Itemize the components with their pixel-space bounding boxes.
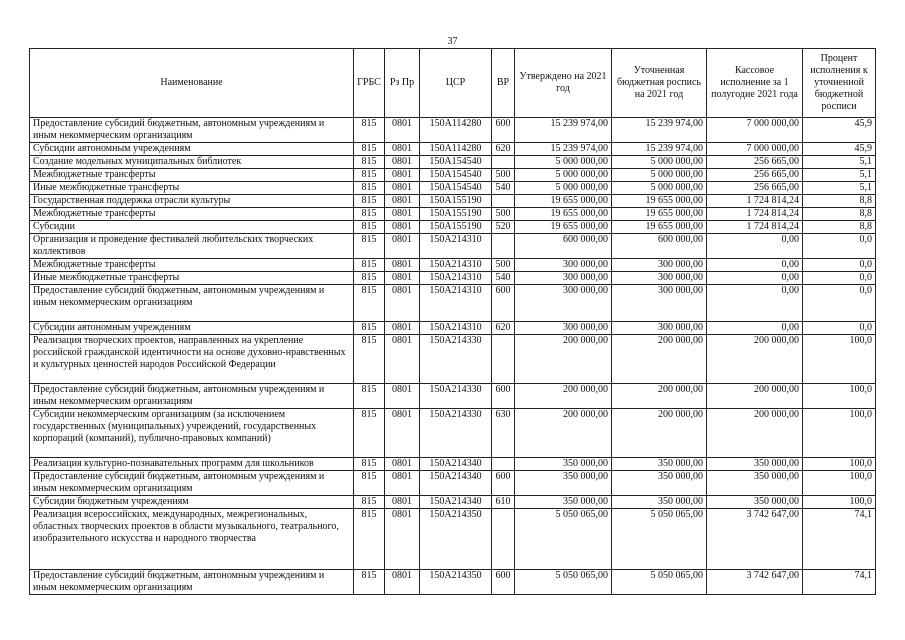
table-row bbox=[30, 234, 876, 259]
cell-name: Субсидии бюджетным учреждениям bbox=[30, 496, 354, 509]
cell-vr bbox=[492, 195, 515, 208]
cell-vr: 600 bbox=[492, 471, 515, 496]
cell-percent: 0,0 bbox=[803, 234, 876, 259]
cell-name: Межбюджетные трансферты bbox=[30, 169, 354, 182]
cell-cash: 7 000 000,00 bbox=[707, 118, 803, 143]
cell-name: Создание модельных муниципальных библиотек bbox=[30, 156, 354, 169]
cell-csr: 150A214330 bbox=[420, 409, 492, 458]
cell-csr: 150A214330 bbox=[420, 335, 492, 384]
budget-table bbox=[29, 48, 876, 595]
table-row bbox=[30, 509, 876, 570]
cell-csr: 150A155190 bbox=[420, 221, 492, 234]
cell-name: Государственная поддержка отрасли культуры bbox=[30, 195, 354, 208]
cell-refined: 350 000,00 bbox=[612, 458, 707, 471]
table-row bbox=[30, 143, 876, 156]
cell-grbs: 815 bbox=[354, 509, 385, 570]
cell-rzpr: 0801 bbox=[385, 570, 420, 595]
cell-refined: 5 050 065,00 bbox=[612, 570, 707, 595]
cell-grbs: 815 bbox=[354, 182, 385, 195]
table-row bbox=[30, 259, 876, 272]
cell-cash: 200 000,00 bbox=[707, 335, 803, 384]
cell-grbs: 815 bbox=[354, 221, 385, 234]
cell-refined: 300 000,00 bbox=[612, 272, 707, 285]
cell-approved: 5 000 000,00 bbox=[515, 169, 612, 182]
cell-approved: 350 000,00 bbox=[515, 458, 612, 471]
cell-refined: 350 000,00 bbox=[612, 471, 707, 496]
cell-csr: 150A214310 bbox=[420, 285, 492, 322]
cell-approved: 5 050 065,00 bbox=[515, 509, 612, 570]
cell-rzpr: 0801 bbox=[385, 272, 420, 285]
cell-name: Предоставление субсидий бюджетным, автономным учреждениям и иным некоммерческим организациям bbox=[30, 118, 354, 143]
cell-grbs: 815 bbox=[354, 272, 385, 285]
header-name: Наименование bbox=[30, 49, 354, 118]
cell-approved: 350 000,00 bbox=[515, 471, 612, 496]
cell-grbs: 815 bbox=[354, 285, 385, 322]
cell-cash: 256 665,00 bbox=[707, 182, 803, 195]
table-row bbox=[30, 221, 876, 234]
cell-vr bbox=[492, 234, 515, 259]
cell-percent: 0,0 bbox=[803, 285, 876, 322]
cell-refined: 200 000,00 bbox=[612, 335, 707, 384]
cell-rzpr: 0801 bbox=[385, 384, 420, 409]
cell-grbs: 815 bbox=[354, 156, 385, 169]
cell-name: Предоставление субсидий бюджетным, автономным учреждениям и иным некоммерческим организациям bbox=[30, 471, 354, 496]
cell-approved: 19 655 000,00 bbox=[515, 195, 612, 208]
header-approved: Утверждено на 2021 год bbox=[515, 49, 612, 118]
cell-csr: 150A214310 bbox=[420, 272, 492, 285]
cell-csr: 150A214310 bbox=[420, 234, 492, 259]
cell-vr: 620 bbox=[492, 143, 515, 156]
cell-vr: 600 bbox=[492, 384, 515, 409]
table-row bbox=[30, 409, 876, 458]
table-row bbox=[30, 285, 876, 322]
cell-approved: 200 000,00 bbox=[515, 335, 612, 384]
cell-vr: 620 bbox=[492, 322, 515, 335]
cell-vr bbox=[492, 335, 515, 384]
cell-cash: 0,00 bbox=[707, 259, 803, 272]
cell-name: Реализация всероссийских, международных, межрегиональных, областных творческих проектов в области музыкального, театрального, изобразительного искусства и народного творчества bbox=[30, 509, 354, 570]
cell-vr: 500 bbox=[492, 208, 515, 221]
cell-csr: 150A214330 bbox=[420, 384, 492, 409]
cell-cash: 0,00 bbox=[707, 234, 803, 259]
cell-approved: 15 239 974,00 bbox=[515, 118, 612, 143]
cell-rzpr: 0801 bbox=[385, 221, 420, 234]
table-row bbox=[30, 156, 876, 169]
cell-name: Межбюджетные трансферты bbox=[30, 259, 354, 272]
cell-vr: 600 bbox=[492, 118, 515, 143]
cell-name: Субсидии некоммерческим организациям (за исключением государственных (муниципальных) учреждений, государственных корпораций (компаний), публично-правовых компаний) bbox=[30, 409, 354, 458]
cell-cash: 1 724 814,24 bbox=[707, 195, 803, 208]
cell-rzpr: 0801 bbox=[385, 409, 420, 458]
cell-csr: 150A214340 bbox=[420, 496, 492, 509]
header-cash: Кассовое исполнение за 1 полугодие 2021 года bbox=[707, 49, 803, 118]
cell-name: Реализация творческих проектов, направленных на укрепление российской гражданской идентичности на основе духовно-нравственных и культурных ценностей народов Российской Федерации bbox=[30, 335, 354, 384]
cell-cash: 7 000 000,00 bbox=[707, 143, 803, 156]
cell-rzpr: 0801 bbox=[385, 471, 420, 496]
cell-grbs: 815 bbox=[354, 409, 385, 458]
cell-cash: 0,00 bbox=[707, 285, 803, 322]
table-row bbox=[30, 118, 876, 143]
cell-rzpr: 0801 bbox=[385, 335, 420, 384]
cell-percent: 8,8 bbox=[803, 208, 876, 221]
cell-refined: 5 000 000,00 bbox=[612, 182, 707, 195]
cell-grbs: 815 bbox=[354, 169, 385, 182]
cell-refined: 5 000 000,00 bbox=[612, 169, 707, 182]
cell-name: Предоставление субсидий бюджетным, автономным учреждениям и иным некоммерческим организациям bbox=[30, 285, 354, 322]
cell-refined: 200 000,00 bbox=[612, 409, 707, 458]
cell-cash: 350 000,00 bbox=[707, 471, 803, 496]
cell-percent: 74,1 bbox=[803, 570, 876, 595]
table-row bbox=[30, 169, 876, 182]
header-refined: Уточненная бюджетная роспись на 2021 год bbox=[612, 49, 707, 118]
cell-rzpr: 0801 bbox=[385, 496, 420, 509]
cell-rzpr: 0801 bbox=[385, 285, 420, 322]
cell-cash: 350 000,00 bbox=[707, 458, 803, 471]
cell-percent: 45,9 bbox=[803, 118, 876, 143]
cell-percent: 5,1 bbox=[803, 156, 876, 169]
cell-grbs: 815 bbox=[354, 322, 385, 335]
cell-name: Субсидии bbox=[30, 221, 354, 234]
cell-cash: 1 724 814,24 bbox=[707, 221, 803, 234]
cell-refined: 600 000,00 bbox=[612, 234, 707, 259]
cell-percent: 100,0 bbox=[803, 384, 876, 409]
cell-name: Межбюджетные трансферты bbox=[30, 208, 354, 221]
cell-percent: 0,0 bbox=[803, 259, 876, 272]
cell-rzpr: 0801 bbox=[385, 259, 420, 272]
cell-vr: 600 bbox=[492, 570, 515, 595]
cell-csr: 150A154540 bbox=[420, 169, 492, 182]
cell-name: Предоставление субсидий бюджетным, автономным учреждениям и иным некоммерческим организациям bbox=[30, 384, 354, 409]
table-row bbox=[30, 208, 876, 221]
cell-cash: 256 665,00 bbox=[707, 169, 803, 182]
table-row bbox=[30, 272, 876, 285]
cell-name: Субсидии автономным учреждениям bbox=[30, 143, 354, 156]
table-row bbox=[30, 570, 876, 595]
cell-vr bbox=[492, 156, 515, 169]
cell-percent: 100,0 bbox=[803, 471, 876, 496]
cell-grbs: 815 bbox=[354, 458, 385, 471]
cell-rzpr: 0801 bbox=[385, 182, 420, 195]
cell-csr: 150A214350 bbox=[420, 570, 492, 595]
cell-csr: 150A214340 bbox=[420, 471, 492, 496]
cell-approved: 300 000,00 bbox=[515, 259, 612, 272]
cell-name: Иные межбюджетные трансферты bbox=[30, 182, 354, 195]
cell-rzpr: 0801 bbox=[385, 208, 420, 221]
cell-percent: 5,1 bbox=[803, 169, 876, 182]
cell-name: Организация и проведение фестивалей любительских творческих коллективов bbox=[30, 234, 354, 259]
table-row bbox=[30, 496, 876, 509]
cell-name: Предоставление субсидий бюджетным, автономным учреждениям и иным некоммерческим организациям bbox=[30, 570, 354, 595]
cell-vr: 610 bbox=[492, 496, 515, 509]
cell-percent: 0,0 bbox=[803, 322, 876, 335]
cell-cash: 256 665,00 bbox=[707, 156, 803, 169]
cell-grbs: 815 bbox=[354, 208, 385, 221]
cell-refined: 15 239 974,00 bbox=[612, 118, 707, 143]
cell-vr bbox=[492, 509, 515, 570]
cell-refined: 19 655 000,00 bbox=[612, 195, 707, 208]
cell-rzpr: 0801 bbox=[385, 195, 420, 208]
cell-rzpr: 0801 bbox=[385, 458, 420, 471]
cell-vr: 630 bbox=[492, 409, 515, 458]
cell-refined: 300 000,00 bbox=[612, 322, 707, 335]
cell-csr: 150A155190 bbox=[420, 195, 492, 208]
cell-grbs: 815 bbox=[354, 496, 385, 509]
cell-approved: 300 000,00 bbox=[515, 272, 612, 285]
cell-cash: 3 742 647,00 bbox=[707, 509, 803, 570]
cell-approved: 300 000,00 bbox=[515, 322, 612, 335]
cell-vr: 520 bbox=[492, 221, 515, 234]
header-percent: Процент исполнения к уточненной бюджетной росписи bbox=[803, 49, 876, 118]
cell-rzpr: 0801 bbox=[385, 143, 420, 156]
table-row bbox=[30, 384, 876, 409]
cell-csr: 150A214310 bbox=[420, 322, 492, 335]
cell-approved: 19 655 000,00 bbox=[515, 221, 612, 234]
table-row bbox=[30, 182, 876, 195]
cell-vr: 500 bbox=[492, 259, 515, 272]
cell-refined: 5 050 065,00 bbox=[612, 509, 707, 570]
cell-rzpr: 0801 bbox=[385, 509, 420, 570]
cell-cash: 200 000,00 bbox=[707, 384, 803, 409]
cell-grbs: 815 bbox=[354, 570, 385, 595]
cell-approved: 5 000 000,00 bbox=[515, 182, 612, 195]
cell-csr: 150A155190 bbox=[420, 208, 492, 221]
header-grbs: ГРБС bbox=[354, 49, 385, 118]
cell-grbs: 815 bbox=[354, 118, 385, 143]
cell-percent: 100,0 bbox=[803, 409, 876, 458]
table-row bbox=[30, 195, 876, 208]
header-rzpr: Рз Пр bbox=[385, 49, 420, 118]
cell-approved: 300 000,00 bbox=[515, 285, 612, 322]
cell-name: Субсидии автономным учреждениям bbox=[30, 322, 354, 335]
cell-cash: 200 000,00 bbox=[707, 409, 803, 458]
cell-name: Реализация культурно-познавательных программ для школьников bbox=[30, 458, 354, 471]
table-row bbox=[30, 458, 876, 471]
cell-approved: 600 000,00 bbox=[515, 234, 612, 259]
cell-refined: 350 000,00 bbox=[612, 496, 707, 509]
cell-percent: 5,1 bbox=[803, 182, 876, 195]
cell-cash: 350 000,00 bbox=[707, 496, 803, 509]
cell-refined: 19 655 000,00 bbox=[612, 221, 707, 234]
cell-rzpr: 0801 bbox=[385, 234, 420, 259]
cell-percent: 8,8 bbox=[803, 195, 876, 208]
cell-percent: 100,0 bbox=[803, 496, 876, 509]
cell-cash: 1 724 814,24 bbox=[707, 208, 803, 221]
cell-approved: 19 655 000,00 bbox=[515, 208, 612, 221]
cell-percent: 74,1 bbox=[803, 509, 876, 570]
cell-cash: 0,00 bbox=[707, 272, 803, 285]
cell-csr: 150A214310 bbox=[420, 259, 492, 272]
cell-refined: 200 000,00 bbox=[612, 384, 707, 409]
cell-csr: 150A214340 bbox=[420, 458, 492, 471]
cell-grbs: 815 bbox=[354, 143, 385, 156]
cell-grbs: 815 bbox=[354, 471, 385, 496]
cell-csr: 150A214350 bbox=[420, 509, 492, 570]
cell-csr: 150A114280 bbox=[420, 118, 492, 143]
table-row bbox=[30, 322, 876, 335]
cell-cash: 0,00 bbox=[707, 322, 803, 335]
cell-grbs: 815 bbox=[354, 259, 385, 272]
cell-approved: 350 000,00 bbox=[515, 496, 612, 509]
cell-percent: 100,0 bbox=[803, 458, 876, 471]
cell-approved: 200 000,00 bbox=[515, 384, 612, 409]
cell-percent: 8,8 bbox=[803, 221, 876, 234]
header-csr: ЦСР bbox=[420, 49, 492, 118]
cell-rzpr: 0801 bbox=[385, 118, 420, 143]
cell-approved: 200 000,00 bbox=[515, 409, 612, 458]
cell-vr: 500 bbox=[492, 169, 515, 182]
cell-refined: 15 239 974,00 bbox=[612, 143, 707, 156]
cell-csr: 150A154540 bbox=[420, 156, 492, 169]
cell-percent: 100,0 bbox=[803, 335, 876, 384]
table-body bbox=[30, 118, 876, 595]
cell-refined: 300 000,00 bbox=[612, 285, 707, 322]
page-number: 37 bbox=[447, 36, 458, 47]
table-row bbox=[30, 335, 876, 384]
cell-cash: 3 742 647,00 bbox=[707, 570, 803, 595]
cell-csr: 150A114280 bbox=[420, 143, 492, 156]
cell-approved: 5 050 065,00 bbox=[515, 570, 612, 595]
table-header-row bbox=[30, 49, 876, 118]
table-row bbox=[30, 471, 876, 496]
cell-csr: 150A154540 bbox=[420, 182, 492, 195]
cell-approved: 15 239 974,00 bbox=[515, 143, 612, 156]
cell-refined: 19 655 000,00 bbox=[612, 208, 707, 221]
cell-refined: 5 000 000,00 bbox=[612, 156, 707, 169]
header-vr: ВР bbox=[492, 49, 515, 118]
cell-grbs: 815 bbox=[354, 335, 385, 384]
cell-refined: 300 000,00 bbox=[612, 259, 707, 272]
cell-percent: 0,0 bbox=[803, 272, 876, 285]
cell-approved: 5 000 000,00 bbox=[515, 156, 612, 169]
cell-grbs: 815 bbox=[354, 195, 385, 208]
cell-vr: 540 bbox=[492, 272, 515, 285]
cell-vr: 540 bbox=[492, 182, 515, 195]
cell-grbs: 815 bbox=[354, 234, 385, 259]
cell-percent: 45,9 bbox=[803, 143, 876, 156]
cell-rzpr: 0801 bbox=[385, 169, 420, 182]
cell-rzpr: 0801 bbox=[385, 322, 420, 335]
cell-vr bbox=[492, 458, 515, 471]
cell-grbs: 815 bbox=[354, 384, 385, 409]
cell-vr: 600 bbox=[492, 285, 515, 322]
cell-name: Иные межбюджетные трансферты bbox=[30, 272, 354, 285]
cell-rzpr: 0801 bbox=[385, 156, 420, 169]
